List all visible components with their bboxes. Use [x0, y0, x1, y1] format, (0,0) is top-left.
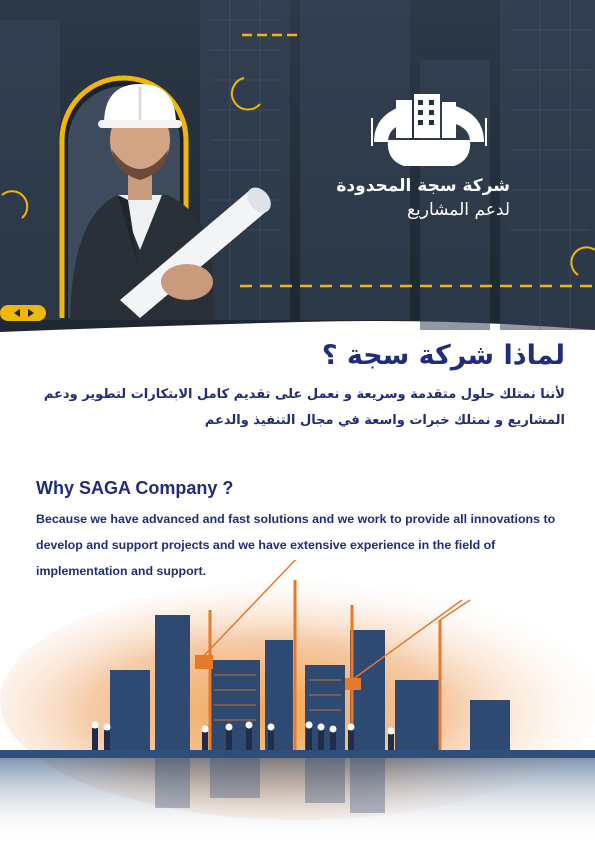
brand-name: شركة سجة المحدودة — [336, 176, 510, 196]
construction-illustration — [0, 560, 595, 842]
english-paragraph: Because we have advanced and fast solutions and we work to provide all innovations to develop and support projects and we have extensive experience in the field of implementation and support. — [36, 512, 556, 578]
hero-header — [0, 0, 595, 360]
arabic-heading: لماذا شركة سجة ؟ — [321, 340, 565, 371]
arabic-paragraph: لأننا نمتلك حلول متقدمة وسريعة و نعمل على تقديم كامل الابتكارات لتطوير ودعم المشاريع و نمتلك خبرات واسعة في مجال التنفيذ والدعم — [43, 387, 565, 428]
brand-tagline: لدعم المشاريع — [406, 200, 510, 220]
english-heading: Why SAGA Company ? — [36, 478, 234, 498]
